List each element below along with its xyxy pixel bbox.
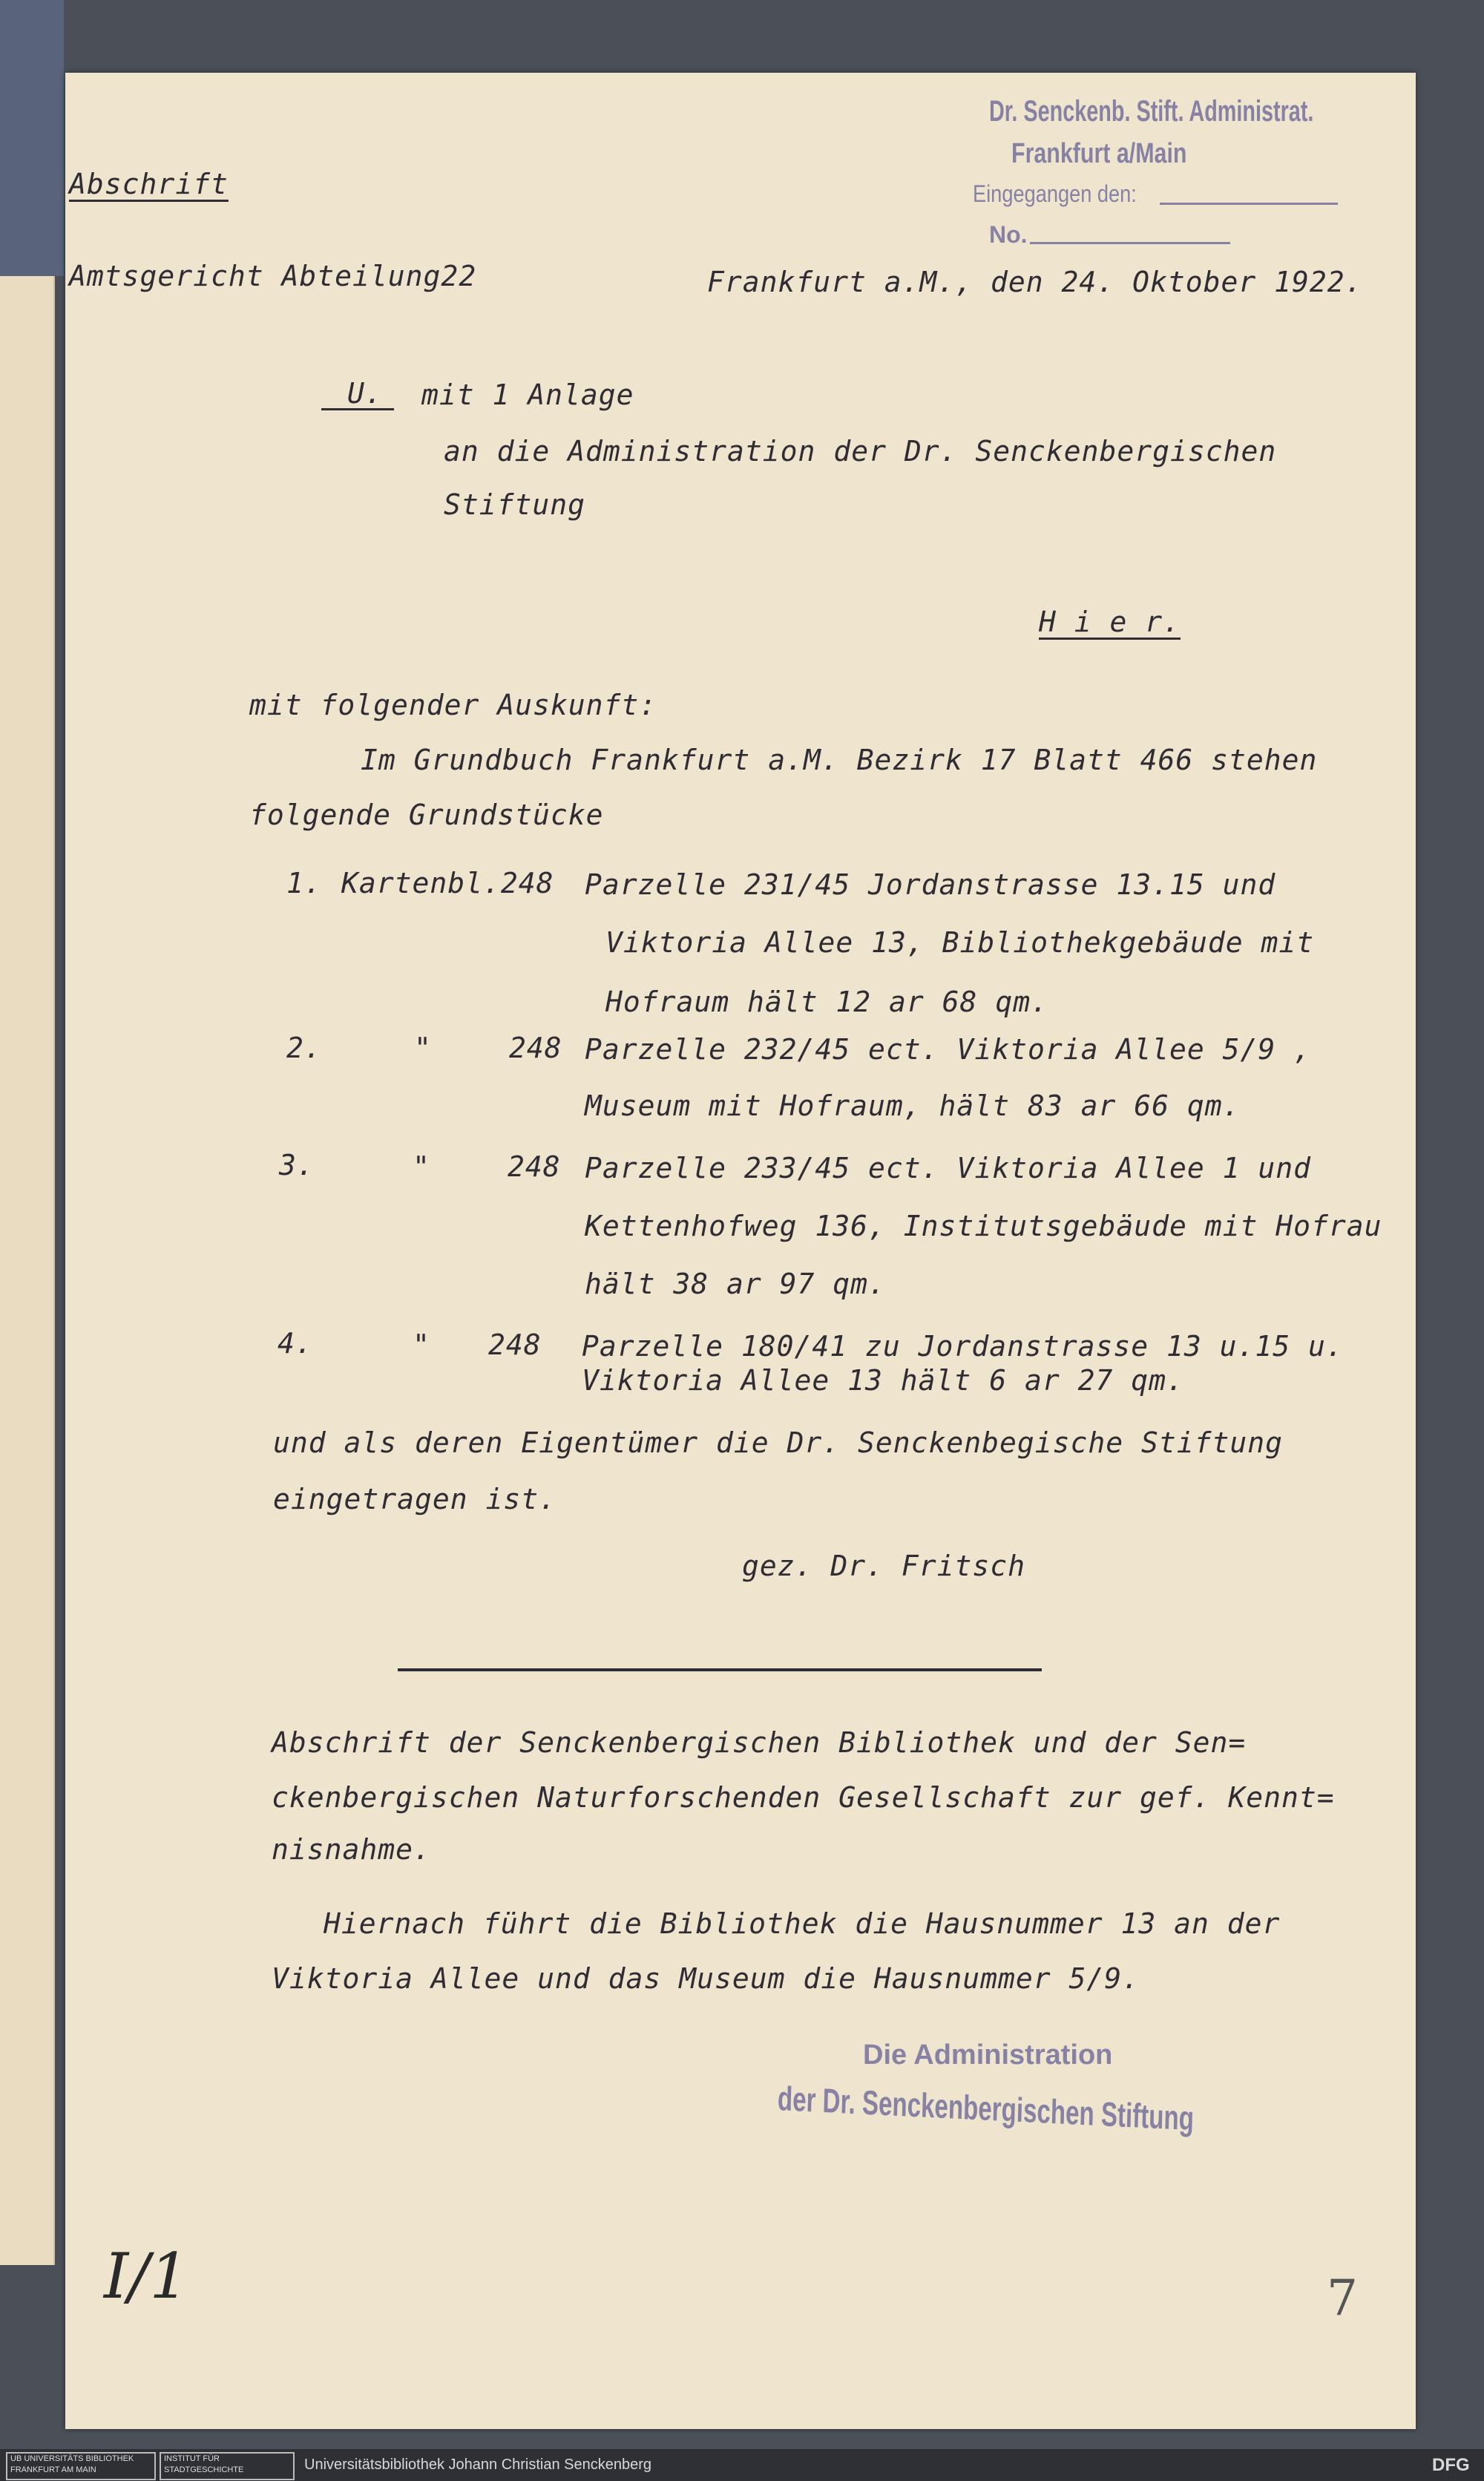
item4-ditto: ": [413, 1328, 430, 1361]
second-line2: ckenbergischen Naturforschenden Gesellschaft zur gef. Kennt=: [272, 1781, 1335, 1814]
ub-logo: [6, 2452, 156, 2480]
abschrift-heading: Abschrift: [69, 168, 229, 200]
recipient-line1: an die Administration der Dr. Senckenbergischen: [444, 435, 1277, 468]
item2-ditto: ": [414, 1032, 432, 1064]
handwritten-folio: I/1: [104, 2240, 189, 2313]
second-line5: Viktoria Allee und das Museum die Hausnummer 5/9.: [272, 1962, 1140, 1995]
u-mark: U.: [347, 377, 383, 410]
item2-sheet: 248: [509, 1032, 562, 1064]
isg-logo: [160, 2452, 295, 2480]
footer-credit: Universitätsbibliothek Johann Christian Senckenberg: [304, 2457, 652, 2473]
stamp-administration-bottom: [778, 2039, 1342, 2158]
intro-line2: Im Grundbuch Frankfurt a.M. Bezirk 17 Blatt 466 stehen: [361, 744, 1318, 776]
intro-line3: folgende Grundstücke: [249, 799, 604, 831]
item2-line2: Museum mit Hofraum, hält 83 ar 66 qm.: [585, 1089, 1241, 1122]
item4-line1: Parzelle 180/41 zu Jordanstrasse 13 u.15 u.: [582, 1330, 1344, 1363]
ub-logo-text: UB UNIVERSITÄTS BIBLIOTHEK FRANKFURT AM MAIN: [10, 2454, 134, 2474]
item1-line1: Parzelle 231/45 Jordanstrasse 13.15 und: [585, 868, 1276, 901]
binding-strip: [0, 0, 64, 276]
second-line3: nisnahme.: [272, 1833, 431, 1866]
item1-line2: Viktoria Allee 13, Bibliothekgebäude mit: [605, 926, 1315, 959]
item3-sheet: 248: [508, 1150, 561, 1183]
stamp-top-line2: Frankfurt a/Main: [1011, 138, 1187, 169]
item1-number: 1.: [286, 867, 322, 899]
stamp-top-line4: No.: [989, 221, 1028, 248]
item3-line3: hält 38 ar 97 qm.: [585, 1268, 886, 1300]
isg-logo-text: INSTITUT FÜR STADTGESCHICHTE: [164, 2454, 244, 2474]
court-name: Amtsgericht Abteilung22: [69, 260, 477, 292]
item1-sheet: Kartenbl.248: [341, 867, 554, 899]
stamp-top-date-line: [1160, 203, 1338, 205]
item1-line3: Hofraum hält 12 ar 68 qm.: [605, 986, 1048, 1018]
item3-number: 3.: [279, 1149, 315, 1181]
underlying-sheet: [0, 276, 55, 2265]
closing-line1: und als deren Eigentümer die Dr. Senckenbegische Stiftung: [273, 1426, 1284, 1459]
second-line1: Abschrift der Senckenbergischen Bibliothek und der Sen=: [272, 1726, 1247, 1759]
place-date: Frankfurt a.M., den 24. Oktober 1922.: [707, 266, 1363, 298]
item4-number: 4.: [278, 1327, 313, 1360]
intro-line1: mit folgender Auskunft:: [249, 689, 657, 721]
item3-ditto: ": [413, 1150, 430, 1183]
stamp-bottom-line2: der Dr. Senckenbergischen Stiftung: [777, 2079, 1195, 2138]
closing-line2: eingetragen ist.: [273, 1483, 557, 1515]
stamp-top-line1: Dr. Senckenb. Stift. Administrat.: [989, 95, 1314, 128]
handwritten-page-number: 7: [1327, 2269, 1358, 2327]
separator-rule: [398, 1668, 1042, 1671]
item2-line1: Parzelle 232/45 ect. Viktoria Allee 5/9 ,: [585, 1033, 1311, 1066]
dfg-logo: DFG: [1432, 2455, 1470, 2475]
footer-bar: [0, 2449, 1484, 2481]
item3-line2: Kettenhofweg 136, Institutsgebäude mit Hofrau: [585, 1210, 1382, 1242]
hier-line: H i e r.: [1039, 606, 1181, 638]
item2-number: 2.: [286, 1032, 322, 1064]
enclosure-line: mit 1 Anlage: [421, 378, 634, 411]
second-line4: Hiernach führt die Bibliothek die Hausnummer 13 an der: [324, 1907, 1281, 1940]
document-page: [65, 73, 1416, 2429]
recipient-line2: Stiftung: [444, 488, 586, 521]
item4-sheet: 248: [488, 1328, 542, 1361]
signature-line: gez. Dr. Fritsch: [742, 1550, 1026, 1582]
stamp-top-line3: Eingegangen den:: [973, 180, 1137, 207]
item4-line2: Viktoria Allee 13 hält 6 ar 27 qm.: [582, 1364, 1184, 1397]
stamp-bottom-line1: Die Administration: [863, 2039, 1113, 2071]
item3-line1: Parzelle 233/45 ect. Viktoria Allee 1 und: [585, 1152, 1311, 1184]
stamp-top-no-line: [1030, 242, 1230, 244]
